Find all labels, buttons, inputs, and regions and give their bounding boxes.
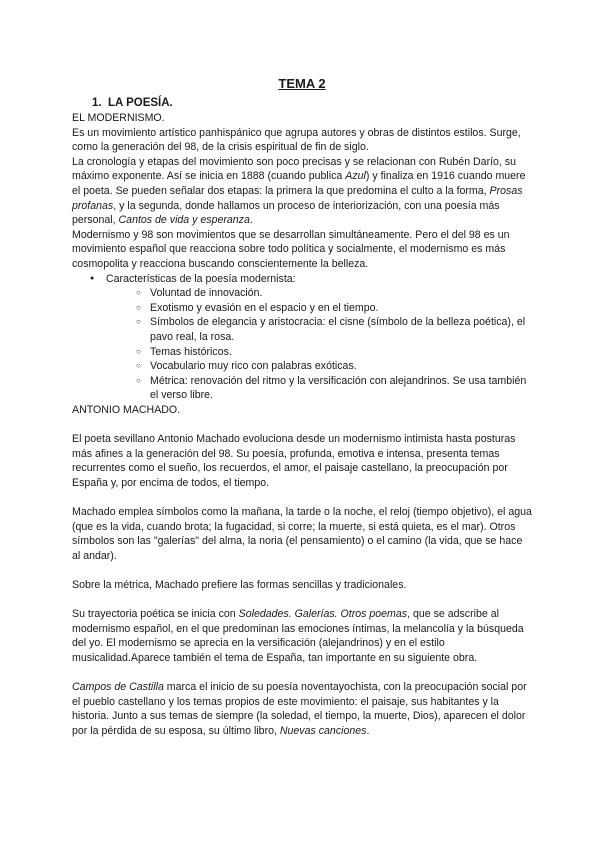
- characteristics-list: [72, 272, 532, 403]
- list-heading-text: Características de la poesía modernista:: [106, 272, 296, 285]
- modernismo-paragraph-2: [72, 155, 532, 228]
- spacer: [72, 666, 532, 681]
- text-run: , que se adscribe al modernismo español, en el que predominan las emociones íntimas, la melancolía y la búsqueda del yo. El modernismo se aprecia en la versificación (alejandrinos) y en el estilo musicalidad.Aparece también el tema de España, tan importante en su siguiente obra.: [72, 608, 524, 664]
- text-run: .: [366, 724, 370, 737]
- list-item: ○ Exotismo y evasión en el espacio y en el tiempo.: [136, 301, 532, 316]
- machado-paragraph-4: [72, 607, 532, 665]
- document-page: [72, 76, 532, 739]
- modernismo-paragraph-3: Modernismo y 98 son movimientos que se desarrollan simultáneamente. Pero el del 98 es un movimiento español que reacciona sobre todo política y socialmente, el modernismo es más cosmopolita y reacciona buscando conscientemente la belleza.: [72, 228, 510, 270]
- text-run: .: [249, 214, 253, 227]
- machado-paragraph-1: El poeta sevillano Antonio Machado evoluciona desde un modernismo intimista hasta posturas más afines a la generación del 98. Su poesía, profunda, emotiva e intensa, presenta temas recurrentes como el sueño, los recuerdos, el amor, el paisaje castellano, la preocupación por España y, por encima de todos, el tiempo.: [72, 433, 516, 489]
- list-item: ○ Voluntad de innovación.: [136, 286, 532, 301]
- work-title-azul: Azul: [345, 170, 366, 183]
- section-number: 1.: [92, 97, 102, 109]
- modernismo-heading: EL MODERNISMO.: [72, 112, 165, 124]
- work-title-nuevas-canciones: Nuevas canciones: [279, 724, 367, 737]
- spacer: [72, 563, 532, 578]
- machado-paragraph-3: Sobre la métrica, Machado prefiere las formas sencillas y tradicionales.: [72, 579, 407, 591]
- modernismo-paragraph-1: Es un movimiento artístico panhispánico que agrupa autores y obras de distintos estilos. Surge, como la generación del 98, de la crisis espiritual de fin de siglo.: [72, 126, 521, 154]
- list-item: ○ Símbolos de elegancia y aristocracia: el cisne (símbolo de la belleza poética), el pavo real, la rosa.: [136, 315, 532, 344]
- characteristics-list-heading: [88, 272, 532, 403]
- machado-paragraph-5: [72, 680, 532, 738]
- page-title: TEMA 2: [278, 76, 326, 91]
- text-run: La cronología y etapas del movimiento son poco precisas y se relacionan con Rubén Darío, su máximo exponente. Así se inicia en 1888 (cuando publica: [72, 155, 517, 183]
- work-title-campos-de-castilla: Campos de Castilla: [72, 681, 164, 694]
- characteristics-sublist: [106, 286, 532, 403]
- text-run: , y la segunda, donde hallamos un proceso de interiorización, con una poesía más personal,: [72, 199, 500, 227]
- spacer: [72, 417, 532, 432]
- section-heading-poesia: [72, 96, 532, 111]
- text-run: marca el inicio de su poesía noventayochista, con la preocupación social por el pueblo castellano y los temas propios de este movimiento: el paisaje, sus habitantes y la historia. Junto a sus temas de siempre (la soledad, el tiempo, la muerte, Dios), aparecen el dolor por la pérdida de su esposa, su último libro,: [72, 681, 527, 737]
- work-title-cantos: Cantos de vida y esperanza: [118, 214, 250, 227]
- machado-heading: ANTONIO MACHADO.: [72, 403, 181, 416]
- section-heading-text: LA POESÍA.: [108, 97, 173, 109]
- text-run: ) y finaliza en 1916 cuando muere el poeta. Se pueden señalar dos etapas: la primera la que predomina el culto a la forma,: [72, 170, 526, 197]
- spacer: [72, 593, 532, 608]
- list-item: ○ Temas históricos.: [136, 345, 532, 360]
- spacer: [72, 490, 532, 505]
- machado-paragraph-2: Machado emplea símbolos como la mañana, la tarde o la noche, el reloj (tiempo objetivo), el agua (que es la vida, cuando brota; la fugacidad, si corre; la muerte, si está quieta, es el mar). Otros símbolos son las "galerías" del alma, la noria (el pensamiento) o el camino (la vida, que se hace al andar).: [72, 506, 532, 562]
- work-title-soledades: Soledades. Galerías. Otros poemas: [238, 608, 408, 621]
- text-run: Su trayectoria poética se inicia con: [72, 608, 239, 621]
- work-title-prosas-profanas: Prosas profanas: [72, 184, 523, 212]
- list-item: ○ Vocabulario muy rico con palabras exóticas.: [136, 359, 532, 374]
- list-item: ○ Métrica: renovación del ritmo y la versificación con alejandrinos. Se usa también el verso libre.: [136, 374, 532, 403]
